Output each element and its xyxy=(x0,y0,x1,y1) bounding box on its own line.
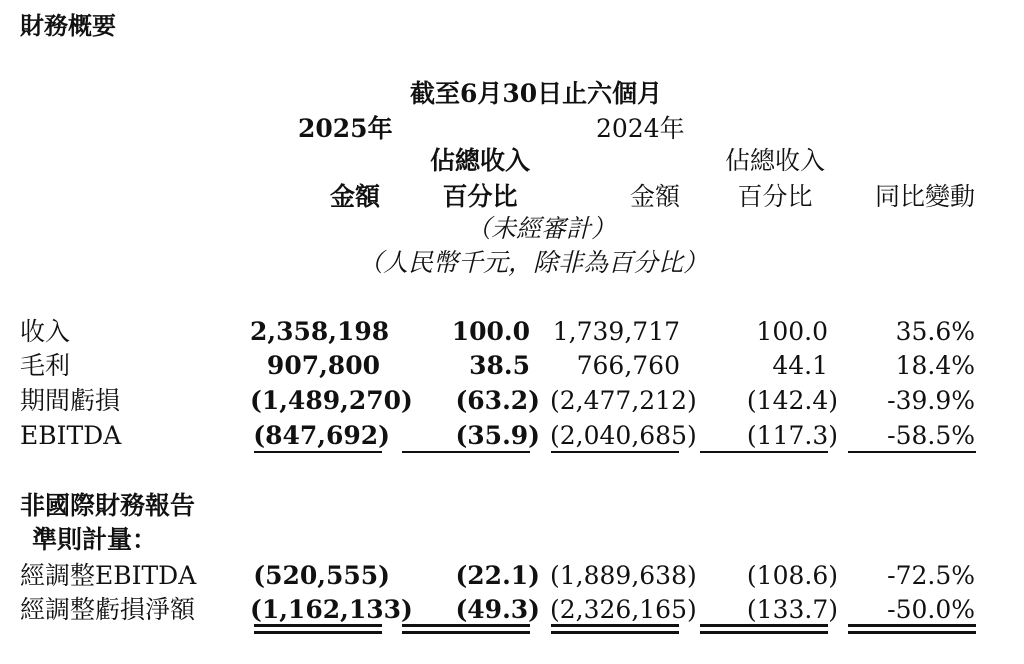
period-header: 截至6月30日止六個月 xyxy=(410,79,663,108)
amount-2025: (847,692) xyxy=(253,421,390,450)
row-label: 經調整EBITDA xyxy=(20,561,197,590)
amount-2024-header: 金額 xyxy=(629,182,680,211)
underline-rule xyxy=(402,451,530,453)
audit-note: （未經審計） xyxy=(466,214,617,243)
row-label: 收入 xyxy=(20,317,71,346)
double-underline-rule xyxy=(254,624,382,634)
pct-2024: 44.1 xyxy=(772,351,828,380)
amount-2024: (1,889,638) xyxy=(550,561,697,590)
amount-2025-header: 金額 xyxy=(329,182,380,211)
row-label: 毛利 xyxy=(20,351,71,380)
pct-2025: (22.1) xyxy=(455,561,540,590)
pct-2024: (142.4) xyxy=(746,386,838,415)
non-ifrs-heading-cont: 準則計量： xyxy=(32,525,158,554)
pct-2025: (35.9) xyxy=(455,421,540,450)
yoy-change: -39.9% xyxy=(887,386,975,415)
amount-2024: 766,760 xyxy=(576,351,680,380)
amount-2024: (2,040,685) xyxy=(550,421,697,450)
year-2025-header: 2025年 xyxy=(298,114,393,143)
pct-2024: 100.0 xyxy=(756,317,828,346)
row-label: 期間虧損 xyxy=(20,386,121,415)
pct-2025-header-line2: 百分比 xyxy=(442,182,518,211)
year-2024-header: 2024年 xyxy=(596,114,685,143)
yoy-header: 同比變動 xyxy=(874,182,975,211)
amount-2025: 907,800 xyxy=(266,351,380,380)
underline-rule xyxy=(848,451,976,453)
underline-rule xyxy=(551,451,679,453)
amount-2025: 2,358,198 xyxy=(250,317,390,346)
pct-2024-header-line2: 百分比 xyxy=(737,182,813,211)
pct-2025: (63.2) xyxy=(455,386,540,415)
pct-2024: (108.6) xyxy=(746,561,838,590)
pct-2025: 38.5 xyxy=(469,351,530,380)
page-title: 財務概要 xyxy=(20,11,116,40)
pct-2025: 100.0 xyxy=(451,317,530,346)
yoy-change: -50.0% xyxy=(887,595,975,624)
pct-2024: (133.7) xyxy=(746,595,838,624)
yoy-change: 18.4% xyxy=(895,351,975,380)
amount-2025: (1,162,133) xyxy=(250,595,413,624)
double-underline-rule xyxy=(700,624,828,634)
double-underline-rule xyxy=(402,624,530,634)
pct-2025-header-line1: 佔總收入 xyxy=(429,146,530,175)
yoy-change: -72.5% xyxy=(887,561,975,590)
amount-2025: (520,555) xyxy=(253,561,390,590)
double-underline-rule xyxy=(848,624,976,634)
underline-rule xyxy=(254,451,382,453)
unit-note: （人民幣千元，除非為百分比） xyxy=(358,248,709,277)
double-underline-rule xyxy=(551,624,679,634)
yoy-change: 35.6% xyxy=(895,317,975,346)
amount-2024: (2,477,212) xyxy=(550,386,697,415)
row-label: EBITDA xyxy=(20,421,122,450)
pct-2025: (49.3) xyxy=(455,595,540,624)
row-label: 經調整虧損淨額 xyxy=(20,595,196,624)
non-ifrs-heading: 非國際財務報告 xyxy=(20,491,196,520)
amount-2025: (1,489,270) xyxy=(250,386,413,415)
underline-rule xyxy=(700,451,828,453)
amount-2024: (2,326,165) xyxy=(550,595,697,624)
amount-2024: 1,739,717 xyxy=(552,317,680,346)
yoy-change: -58.5% xyxy=(887,421,975,450)
pct-2024-header-line1: 佔總收入 xyxy=(724,146,825,175)
pct-2024: (117.3) xyxy=(746,421,838,450)
